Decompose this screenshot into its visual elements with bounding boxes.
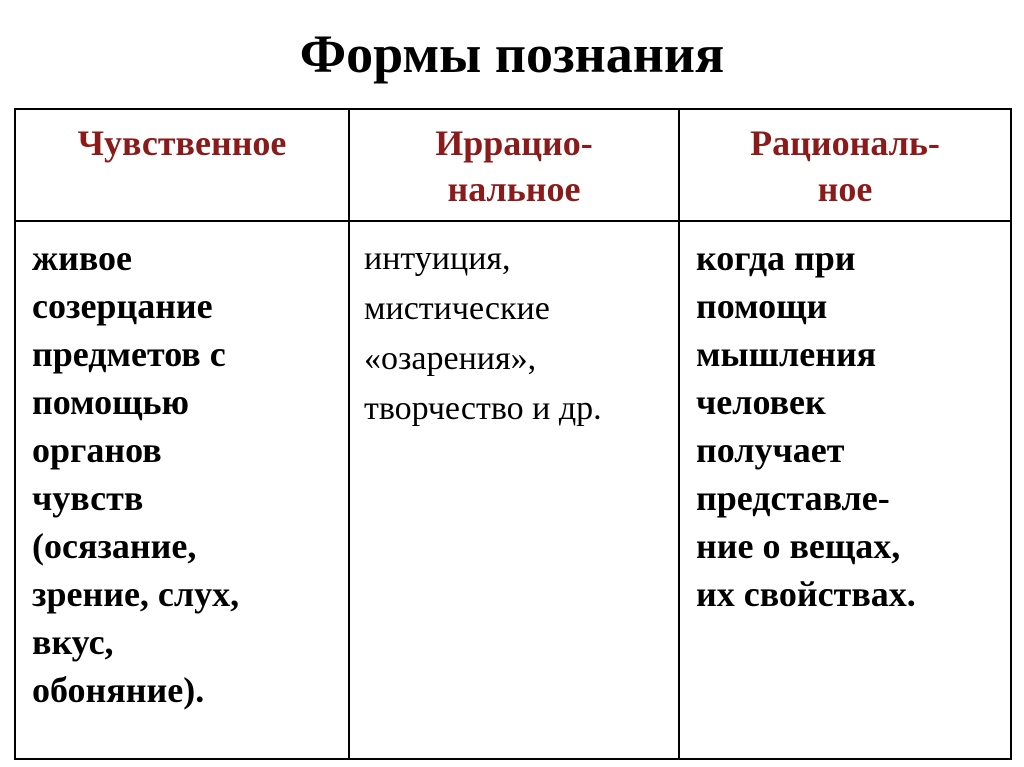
text-line: получает (696, 430, 845, 470)
text-line: зрение, слух, (32, 574, 240, 614)
header-line: ное (817, 169, 873, 209)
text-line: творчество и др. (364, 390, 602, 427)
text-line: органов (32, 430, 162, 470)
cell-irrational-description (349, 221, 679, 759)
text-line: вкус, (32, 622, 114, 662)
text-line: созерцание (32, 286, 213, 326)
text-line: обоняние). (32, 670, 205, 710)
text-line: чувств (32, 478, 144, 518)
page-title: Формы познания (299, 24, 725, 84)
text-line: когда при (696, 238, 856, 278)
text-line: «озарения», (364, 340, 537, 377)
text-line: человек (696, 382, 826, 422)
text-line: интуиция, (364, 240, 511, 277)
header-rational (679, 109, 1011, 221)
text-line: предметов с (32, 334, 226, 374)
header-irrational (349, 109, 679, 221)
header-line: нальное (447, 169, 581, 209)
cell-rational-description (679, 221, 1011, 759)
forms-of-cognition-table (14, 108, 1012, 760)
text-line: их свойствах. (696, 574, 916, 614)
text-line: мистические (364, 290, 550, 327)
text-line: помощью (32, 382, 190, 422)
header-sensory (15, 109, 349, 221)
text-line: (осязание, (32, 526, 197, 566)
cell-sensory-description (15, 221, 349, 759)
text-line: живое (32, 238, 133, 278)
text-line: мышления (696, 334, 877, 374)
table-header-row (15, 109, 1011, 221)
header-line: Иррацио- (435, 123, 593, 163)
table-body-row (15, 221, 1011, 759)
text-line: ние о вещах, (696, 526, 901, 566)
header-line: Чувственное (77, 123, 287, 163)
text-line: помощи (696, 286, 828, 326)
text-line: представле- (696, 478, 890, 518)
header-line: Рациональ- (750, 123, 940, 163)
